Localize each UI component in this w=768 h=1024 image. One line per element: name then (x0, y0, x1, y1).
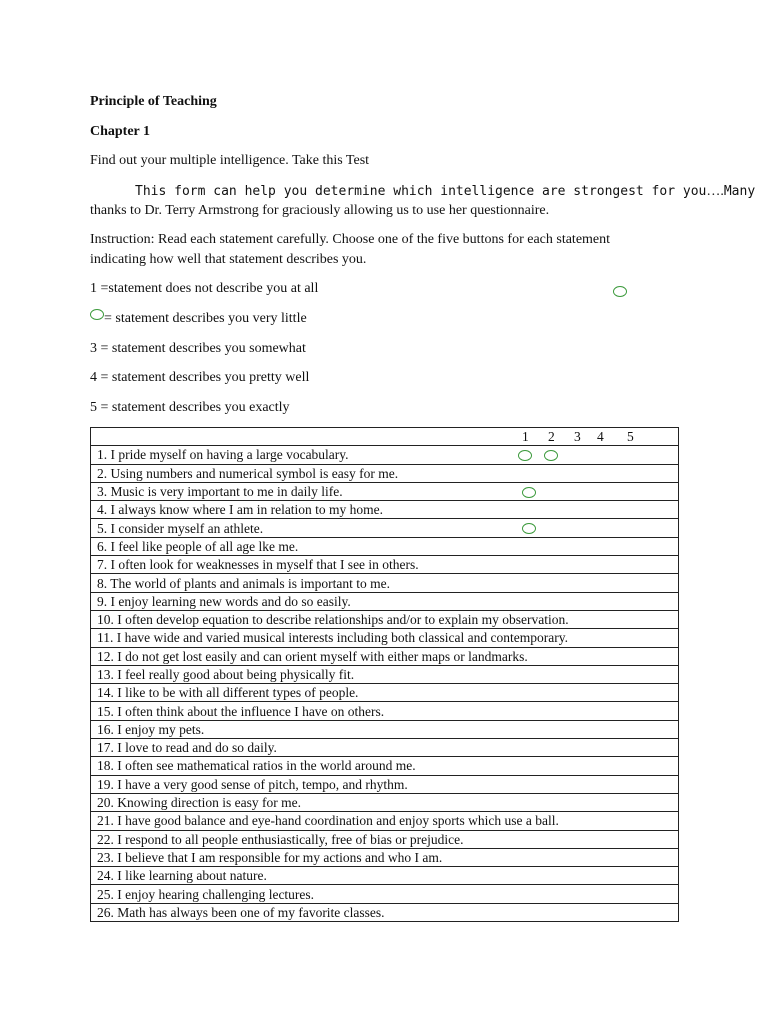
course-title: Principle of Teaching (90, 94, 217, 109)
statement-cell: 24. I like learning about nature. (91, 867, 679, 885)
statement-cell: 23. I believe that I am responsible for my actions and who I am. (91, 848, 679, 866)
scale-header-cell (91, 428, 679, 446)
statement-cell: 1. I pride myself on having a large vocabulary. (91, 446, 679, 464)
statement-cell: 19. I have a very good sense of pitch, tempo, and rhythm. (91, 775, 679, 793)
table-row (91, 519, 679, 537)
table-row (91, 610, 679, 628)
table-row (91, 830, 679, 848)
table-row (91, 574, 679, 592)
table-row (91, 446, 679, 464)
statement-cell: 2. Using numbers and numerical symbol is easy for me. (91, 464, 679, 482)
legend-item-3: 3 = statement describes you somewhat (90, 341, 306, 356)
legend-item-1: 1 =statement does not describe you at all (90, 281, 319, 296)
statement-cell: 17. I love to read and do so daily. (91, 739, 679, 757)
statement-cell: 7. I often look for weaknesses in myself that I see in others. (91, 556, 679, 574)
instruction-line1: Instruction: Read each statement carefully. Choose one of the five buttons for each statement (90, 232, 611, 247)
table-row (91, 903, 679, 921)
form-description-prefix: This form can help you determine which intelligence are strongest for you (135, 184, 707, 199)
statement-cell: 13. I feel really good about being physically fit. (91, 665, 679, 683)
legend-item-4: 4 = statement describes you pretty well (90, 370, 310, 385)
table-row (91, 684, 679, 702)
table-row (91, 556, 679, 574)
table-row (91, 482, 679, 500)
radio-button[interactable] (544, 450, 558, 461)
scale-label-4: 4 (597, 429, 604, 444)
scale-label-2: 2 (548, 429, 555, 444)
form-description-line2: thanks to Dr. Terry Armstrong for graciously allowing us to use her questionnaire. (90, 203, 550, 218)
scale-label-3: 3 (574, 429, 581, 444)
table-row (91, 720, 679, 738)
table-row (91, 885, 679, 903)
table-row (91, 537, 679, 555)
radio-button[interactable] (90, 309, 104, 320)
intro-text: Find out your multiple intelligence. Take this Test (90, 153, 370, 168)
scale-label-1: 1 (522, 429, 529, 444)
table-row (91, 812, 679, 830)
statement-cell: 15. I often think about the influence I have on others. (91, 702, 679, 720)
table-row (91, 793, 679, 811)
statement-cell: 22. I respond to all people enthusiastically, free of bias or prejudice. (91, 830, 679, 848)
statement-cell: 11. I have wide and varied musical interests including both classical and contemporary. (91, 629, 679, 647)
statement-cell: 18. I often see mathematical ratios in the world around me. (91, 757, 679, 775)
statement-cell: 6. I feel like people of all age lke me. (91, 537, 679, 555)
table-row (91, 757, 679, 775)
radio-button[interactable] (518, 450, 532, 461)
statement-cell: 25. I enjoy hearing challenging lectures. (91, 885, 679, 903)
statement-cell: 3. Music is very important to me in daily life. (91, 482, 679, 500)
statement-cell: 21. I have good balance and eye-hand coordination and enjoy sports which use a ball. (91, 812, 679, 830)
table-header-row (91, 428, 679, 446)
table-row (91, 867, 679, 885)
radio-button[interactable] (522, 487, 536, 498)
table-row (91, 592, 679, 610)
form-description-line1 (135, 182, 755, 201)
statement-cell: 10. I often develop equation to describe relationships and/or to explain my observation. (91, 610, 679, 628)
form-description-suffix: Many (723, 184, 756, 199)
statement-cell: 26. Math has always been one of my favorite classes. (91, 903, 679, 921)
scale-label-5: 5 (627, 429, 634, 444)
statement-cell: 4. I always know where I am in relation to my home. (91, 501, 679, 519)
radio-button[interactable] (522, 523, 536, 534)
legend-item-5: 5 = statement describes you exactly (90, 400, 290, 415)
table-row (91, 702, 679, 720)
survey-table (90, 427, 679, 922)
chapter-title: Chapter 1 (90, 124, 151, 139)
statement-cell: 12. I do not get lost easily and can orient myself with either maps or landmarks. (91, 647, 679, 665)
table-row (91, 848, 679, 866)
statement-cell: 9. I enjoy learning new words and do so easily. (91, 592, 679, 610)
legend-item-2: = statement describes you very little (104, 311, 307, 326)
table-row (91, 464, 679, 482)
table-row (91, 501, 679, 519)
statement-cell: 5. I consider myself an athlete. (91, 519, 679, 537)
form-description-ellipsis: …. (706, 184, 724, 199)
radio-button[interactable] (613, 286, 627, 297)
table-row (91, 647, 679, 665)
statement-cell: 14. I like to be with all different types of people. (91, 684, 679, 702)
statement-cell: 16. I enjoy my pets. (91, 720, 679, 738)
statement-cell: 8. The world of plants and animals is important to me. (91, 574, 679, 592)
instruction-line2: indicating how well that statement describes you. (90, 252, 367, 267)
table-row (91, 775, 679, 793)
statement-cell: 20. Knowing direction is easy for me. (91, 793, 679, 811)
table-row (91, 665, 679, 683)
table-row (91, 629, 679, 647)
table-row (91, 739, 679, 757)
